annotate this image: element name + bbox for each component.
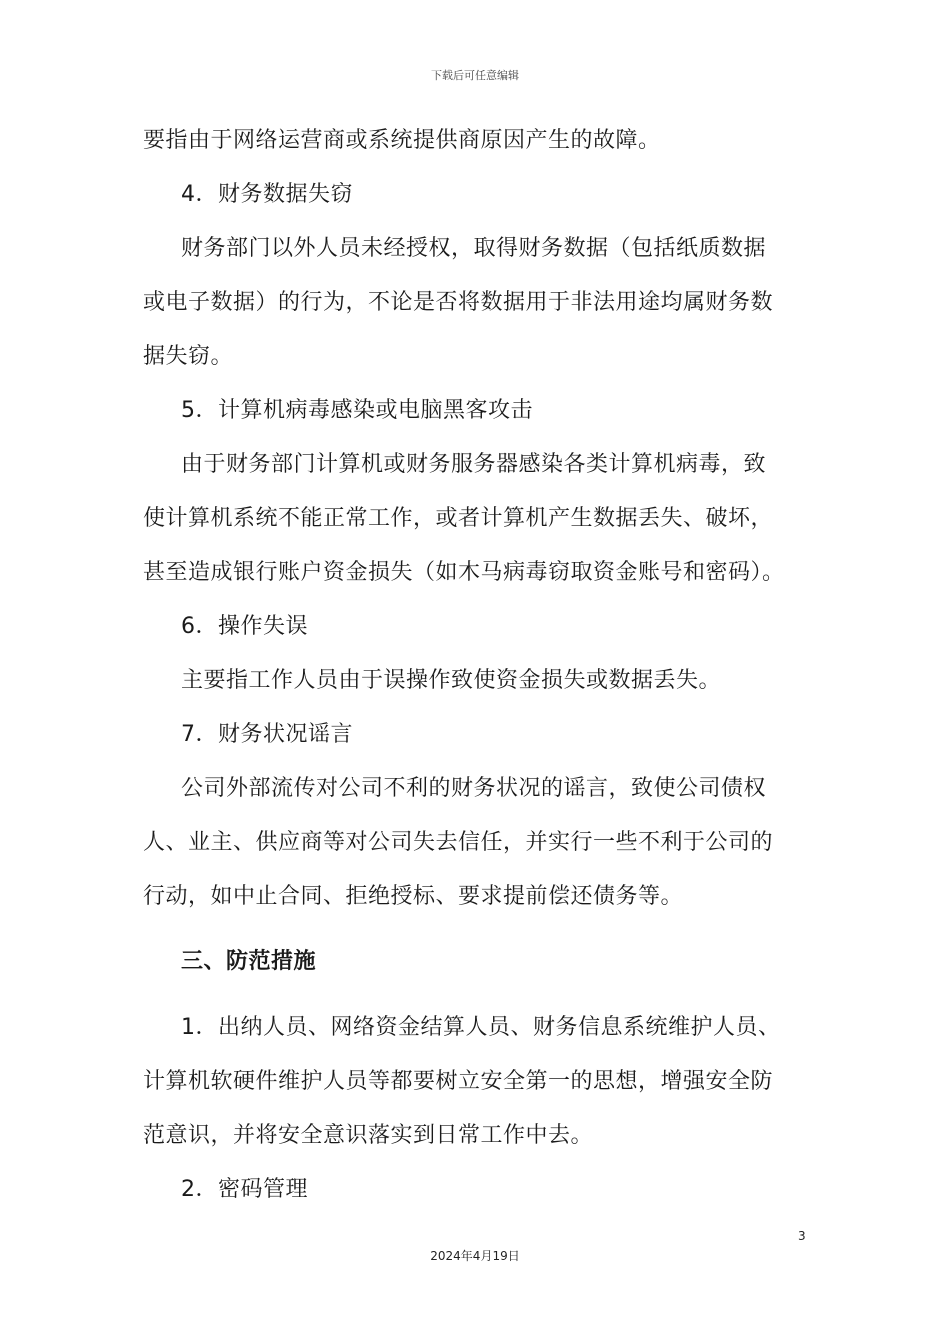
paragraph-line: 使计算机系统不能正常工作，或者计算机产生数据丢失、破坏， (143, 506, 774, 531)
footer-date: 2024年4月19日 (430, 1249, 520, 1263)
page-number: 3 (798, 1229, 806, 1243)
paragraph-line: 要指由于网络运营商或系统提供商原因产生的故障。 (143, 128, 661, 153)
paragraph-line: 范意识，并将安全意识落实到日常工作中去。 (143, 1123, 594, 1148)
paragraph-line: 主要指工作人员由于误操作致使资金损失或数据丢失。 (181, 668, 722, 693)
paragraph-line: 行动，如中止合同、拒绝授标、要求提前偿还债务等。 (143, 884, 684, 909)
paragraph-line: 1．出纳人员、网络资金结算人员、财务信息系统维护人员、 (181, 1015, 781, 1040)
paragraph-line: 人、业主、供应商等对公司失去信任，并实行一些不利于公司的 (143, 830, 774, 855)
paragraph-line: 公司外部流传对公司不利的财务状况的谣言，致使公司债权 (181, 776, 767, 801)
paragraph-line: 或电子数据）的行为，不论是否将数据用于非法用途均属财务数 (143, 290, 774, 315)
header-note: 下载后可任意编辑 (431, 69, 519, 82)
section-subheading: 4．财务数据失窃 (181, 182, 353, 207)
section-heading: 三、防范措施 (181, 949, 317, 974)
paragraph-line: 财务部门以外人员未经授权，取得财务数据（包括纸质数据 (181, 236, 767, 261)
paragraph-line: 由于财务部门计算机或财务服务器感染各类计算机病毒，致 (181, 452, 767, 477)
paragraph-line: 计算机软硬件维护人员等都要树立安全第一的思想，增强安全防 (143, 1069, 774, 1094)
section-subheading: 5．计算机病毒感染或电脑黑客攻击 (181, 398, 533, 423)
section-subheading: 6．操作失误 (181, 614, 308, 639)
section-subheading: 2．密码管理 (181, 1177, 308, 1202)
paragraph-line: 甚至造成银行账户资金损失（如木马病毒窃取资金账号和密码）。 (143, 560, 785, 585)
section-subheading: 7．财务状况谣言 (181, 722, 353, 747)
paragraph-line: 据失窃。 (143, 344, 234, 369)
